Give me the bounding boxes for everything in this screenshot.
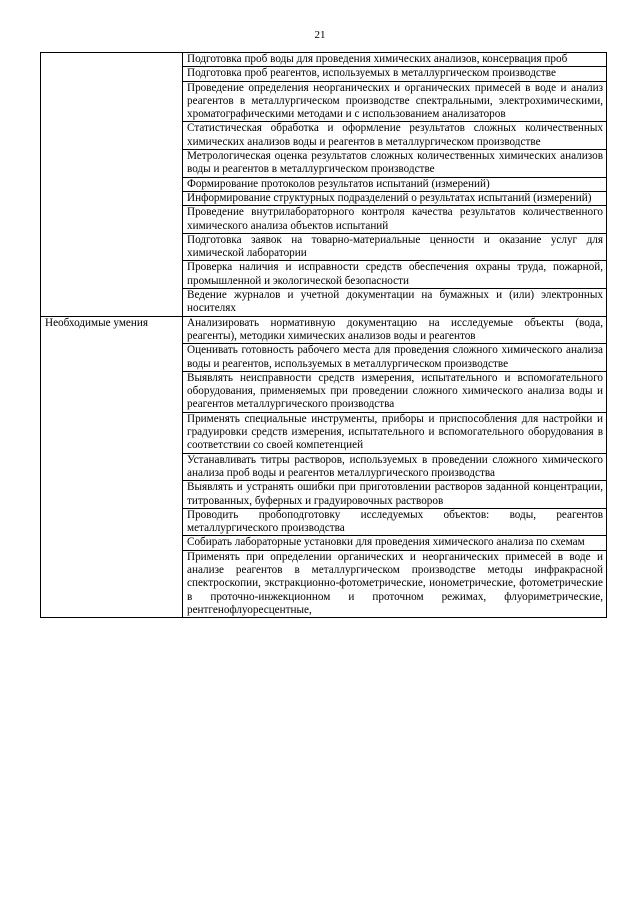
item-cell: Ведение журналов и учетной документации на бумажных и (или) электронных носителях	[183, 289, 607, 317]
item-cell: Подготовка проб воды для проведения химических анализов, консервация проб	[183, 53, 607, 67]
item-cell: Проведение определения неорганических и органических примесей в воде и анализ реагентов в металлургическом производстве спектральными, электрохимическими, хроматографическими методами и с использованием анализаторов	[183, 81, 607, 122]
competency-table	[40, 52, 607, 618]
item-cell: Статистическая обработка и оформление результатов сложных количественных химических анализов воды и реагентов в металлургическом производстве	[183, 122, 607, 150]
item-cell: Выявлять и устранять ошибки при приготовлении растворов заданной концентрации, титрованных, буферных и градуировочных растворов	[183, 481, 607, 509]
section-label: Необходимые умения	[45, 316, 148, 329]
item-cell: Анализировать нормативную документацию на исследуемые объекты (вода, реагенты), методики химических анализов воды и реагентов	[183, 316, 607, 344]
item-cell: Устанавливать титры растворов, используемых в проведении сложного химического анализа проб воды и реагентов металлургического производства	[183, 453, 607, 481]
item-cell: Подготовка проб реагентов, используемых в металлургическом производстве	[183, 67, 607, 81]
item-cell: Применять при определении органических и неорганических примесей в воде и анализе реагентов в металлургическом производстве методы инфракрасной спектроскопии, экстракционно-фотометрические, ионометрические, фотометрические в проточно-инжекционном и проточном режимах, флуориметрические, рентгенофлуоресцентные,	[183, 550, 607, 617]
item-cell: Метрологическая оценка результатов сложных количественных химических анализов воды и реагентов в металлургическом производстве	[183, 150, 607, 178]
item-cell: Подготовка заявок на товарно-материальные ценности и оказание услуг для химической лаборатории	[183, 233, 607, 261]
item-cell: Оценивать готовность рабочего места для проведения сложного химического анализа воды и реагентов, используемых в металлургическом производстве	[183, 344, 607, 372]
item-cell: Выявлять неисправности средств измерения, испытательного и вспомогательного оборудования, применяемых при проведении сложного химического анализа воды и реагентов металлургического производства	[183, 371, 607, 412]
table-body	[41, 53, 607, 618]
section-label-cell	[41, 316, 183, 618]
table-row	[41, 53, 607, 67]
item-cell: Применять специальные инструменты, приборы и приспособления для настройки и градуировки средств измерения, испытательного и вспомогательного оборудования в соответствии со своей компетенцией	[183, 412, 607, 453]
item-cell: Формирование протоколов результатов испытаний (измерений)	[183, 177, 607, 191]
item-cell: Собирать лабораторные установки для проведения химического анализа по схемам	[183, 536, 607, 550]
item-cell: Проведение внутрилабораторного контроля качества результатов количественного химического анализа объектов испытаний	[183, 206, 607, 234]
item-cell: Проверка наличия и исправности средств обеспечения охраны труда, пожарной, промышленной и экологической безопасности	[183, 261, 607, 289]
item-cell: Информирование структурных подразделений о результатах испытаний (измерений)	[183, 191, 607, 205]
section-label-cell	[41, 53, 183, 317]
page-number: 21	[314, 29, 326, 41]
table-row	[41, 316, 607, 344]
item-cell: Проводить пробоподготовку исследуемых объектов: воды, реагентов металлургического производства	[183, 508, 607, 536]
